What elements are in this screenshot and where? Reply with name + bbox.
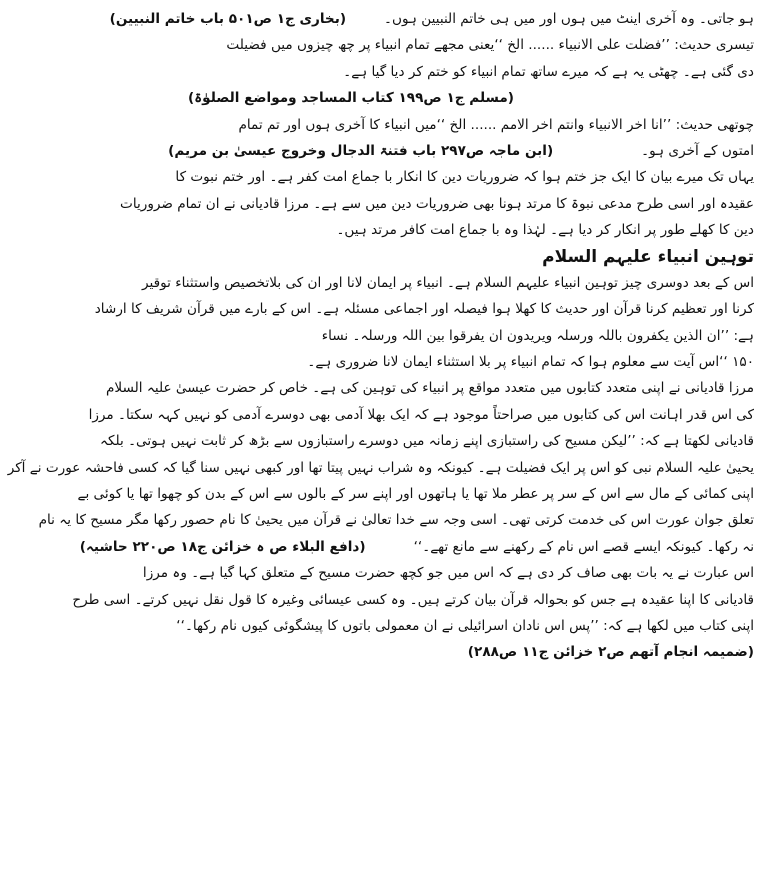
text-segment: کرنا اور تعظیم کرنا قرآن اور حدیث کا کھلا ہوا فیصلہ اور اجماعی مسئلہ ہے۔ اس کے بارے میں قرآن شریف کا ارشاد [94, 301, 754, 318]
text-line [94, 296, 754, 322]
text-line [109, 6, 754, 32]
text-line [175, 164, 754, 190]
text-segment: نہ رکھا۔ کیونکہ ایسے قصے اس نام کے رکھنے سے مانع تھے۔‘‘ [413, 538, 754, 555]
text-line [106, 375, 754, 401]
text-segment: تیسری حدیث: ’’فضلت علی الانبیاء ...... الخ ‘‘یعنی مجھے تمام انبیاء پر چھ چیزوں میں فضیلت [226, 37, 754, 54]
text-segment: یحییٰ علیہ السلام نبی کو اس پر ایک فضیلت ہے۔ کیونکہ وہ شراب نہیں پیتا تھا اور کبھی نہیں سنا گیا کہ کسی فاحشہ عورت نے آکر [7, 459, 754, 476]
text-line [120, 191, 754, 217]
text-line [142, 560, 754, 586]
text-segment: امتوں کے آخری ہو۔ [641, 142, 754, 159]
text-line [168, 138, 754, 164]
text-segment: اس عبارت نے یہ بات بھی صاف کر دی ہے کہ اس میں جو کچھ حضرت مسیح کے متعلق کہا گیا ہے۔ وہ مرزا [142, 565, 754, 582]
text-line [100, 428, 754, 454]
text-line [180, 85, 754, 111]
text-segment: یہاں تک میرے بیان کا ایک جز ختم ہوا کہ ضروریات دین کا انکار با جماع امت کفر ہے۔ اور ختم نبوت کا [175, 169, 754, 186]
text-segment: تعلق جوان عورت اس کی خدمت کرتی تھی۔ اسی وجہ سے خدا تعالیٰ نے قرآن میں یحییٰ کا نام حصور رکھا مگر مسیح کا یہ نام [38, 512, 754, 529]
text-line [38, 507, 754, 533]
text-line [7, 455, 754, 481]
text-segment: اپنی کتاب میں لکھا ہے کہ: ’’پس اس نادان اسرائیلی نے ان معمولی باتوں کا پیشگوئی کیوں نام رکھا۔‘‘ [176, 617, 754, 634]
text-segment: قادیانی لکھتا ہے کہ: ’’لیکن مسیح کی راستبازی اپنے زمانہ میں دوسرے راستبازوں سے بڑھ کر ثابت نہیں ہوتی۔ بلکہ [100, 433, 754, 450]
reference-citation: (دافع البلاء ص ہ خزائن ج۱۸ ص۲۲۰ حاشیہ) [79, 538, 366, 555]
text-line [180, 32, 754, 58]
text-segment: مرزا قادیانی نے اپنی متعدد کتابوں میں متعدد مواقع پر انبیاء کی توہین کی ہے۔ خاص کر حضرت عیسیٰ علیہ السلام [106, 380, 754, 397]
document-page [7, 0, 762, 890]
reference-citation: (ضمیمہ انجام آتھم ص۲ خزائن ج۱۱ ص۲۸۸) [467, 644, 754, 661]
text-line [180, 349, 754, 375]
text-line [176, 613, 754, 639]
reference-citation: (مسلم ج۱ ص۱۹۹ کتاب المساجد ومواضع الصلوٰۃ) [188, 90, 514, 107]
text-segment: چوتھی حدیث: ’’انا اخر الانبیاء وانتم اخر الامم ...... الخ ‘‘میں انبیاء کا آخری ہوں اور تم تمام [238, 116, 754, 133]
text-segment: دین کا کھلے طور پر انکار کر دیا ہے۔ لہٰذا وہ با جماع امت کافر مرتد ہیں۔ [336, 222, 754, 239]
reference-citation: (بخاری ج۱ ص۵۰۱ باب خاتم النبیین) [109, 11, 347, 27]
text-line [180, 639, 754, 665]
text-line [180, 112, 754, 138]
text-line [180, 217, 754, 243]
text-segment: عقیدہ اور اسی طرح مدعی نبوۃ کا مرتد ہونا بھی ضروریات دین میں سے ہے۔ مرزا قادیانی نے ان تمام ضروریات [120, 195, 754, 212]
text-segment: ۱۵۰ ‘‘اس آیت سے معلوم ہوا کہ تمام انبیاء پر بلا استثناء ایمان لانا ضروری ہے۔ [307, 354, 754, 371]
heading-text: توہین انبیاء علیہم السلام [542, 246, 754, 267]
text-line [180, 59, 754, 85]
text-line [79, 534, 754, 560]
reference-citation: (ابن ماجہ ص۲۹۷ باب فتنۃ الدجال وخروج عیسیٰ بن مریم) [168, 142, 554, 159]
section-heading [180, 244, 754, 270]
text-segment: ہو جاتی۔ وہ آخری اینٹ میں ہوں اور میں ہی خاتم النبیین ہوں۔ [384, 11, 754, 27]
text-segment: ہے: ’’ان الذین یکفرون باللہ ورسلہ ویریدون ان یفرقوا بین اللہ ورسلہ۔ نساء [321, 327, 754, 344]
text-segment: اپنی کمائی کے مال سے اس کے سر پر عطر ملا تھا یا ہاتھوں اور اپنے سر کے بالوں سے اس کے بدن کو چھوا تھا یا کوئی بے [77, 486, 754, 503]
text-segment: اس کے بعد دوسری چیز توہین انبیاء علیہم السلام ہے۔ انبیاء پر ایمان لانا اور ان کی بلاتخصیص واستثناء توقیر [142, 274, 754, 291]
text-line [72, 587, 754, 613]
text-line [88, 402, 754, 428]
text-segment: قادیانی کا اپنا عقیدہ ہے جس کو بحوالہ قرآن بیان کرتے ہیں۔ وہ کسی عیسائی وغیرہ کا قول نقل نہیں کرتے۔ اسی طرح [72, 591, 754, 608]
text-segment: دی گئی ہے۔ چھٹی یہ ہے کہ میرے ساتھ تمام انبیاء کو ختم کر دیا گیا ہے۔ [343, 63, 754, 80]
text-segment: کی اس قدر اہانت اس کی کتابوں میں صراحتاً موجود ہے کہ ایک بھلا آدمی بھی دوسرے آدمی کو نہیں کہہ سکتا۔ مرزا [88, 406, 754, 423]
text-line [180, 323, 754, 349]
text-line [77, 481, 754, 507]
text-line [142, 270, 754, 296]
